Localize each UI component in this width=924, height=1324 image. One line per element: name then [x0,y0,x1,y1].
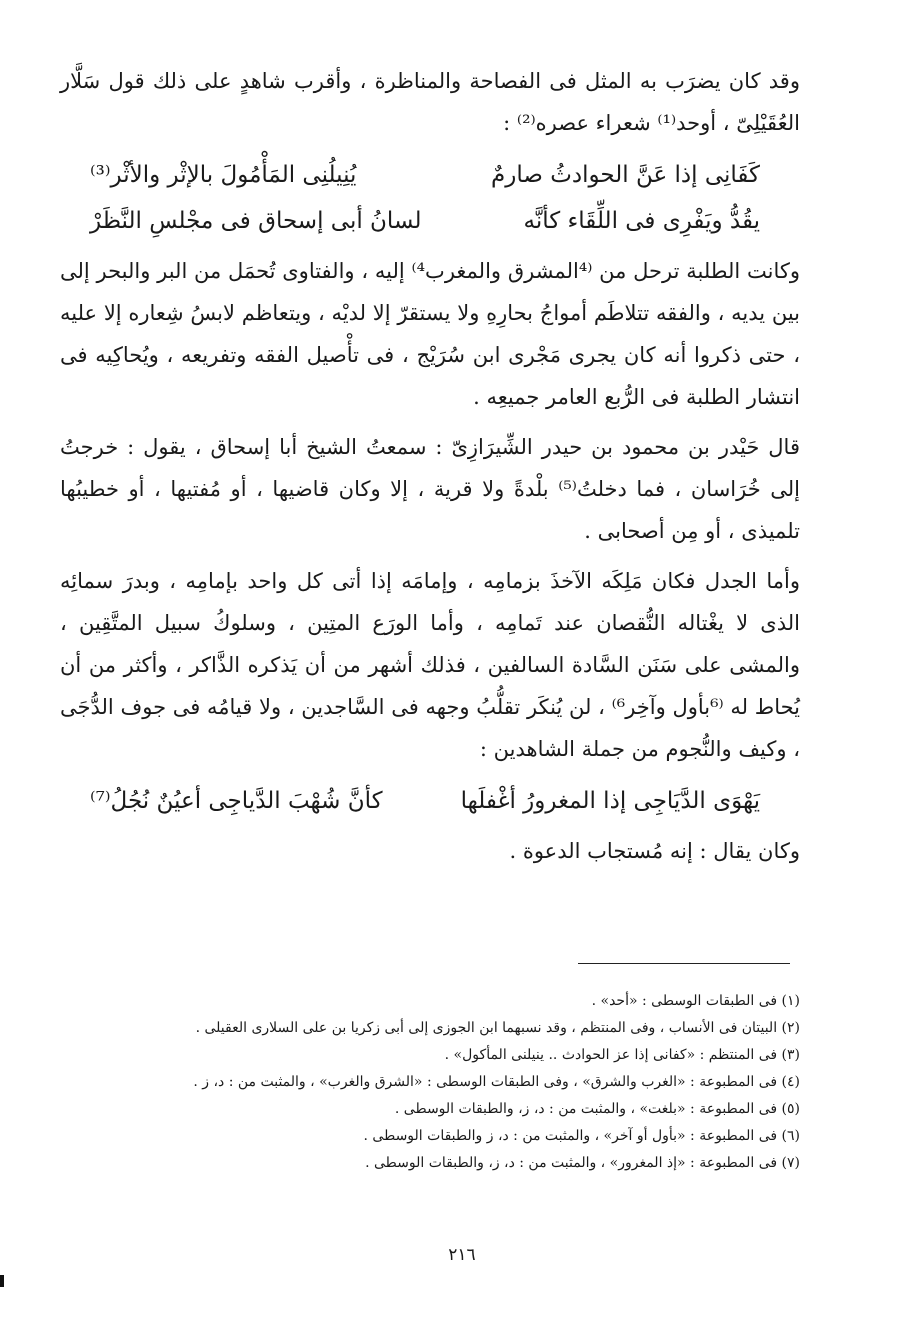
verse-hemistich-right: يقُدُّ ويَفْرِى فى اللِّقَاء كأنَّه [523,208,760,234]
verse-hemistich-right: يَهْوَى الدَّيَاجِى إذا المغرورُ أغْفلَها [460,788,760,814]
verse-line-2 [60,198,800,244]
paragraph-5: وكان يقال : إنه مُستجاب الدعوة . [509,839,800,863]
scan-mark [0,1275,4,1287]
footnote-4: (٤) فى المطبوعة : «الغرب والشرق» ، وفى الطبقات الوسطى : «الشرق والغرب» ، والمثبت من : د، ز . [193,1074,800,1090]
page-body [60,60,800,880]
footnote-5: (٥) فى المطبوعة : «بلغت» ، والمثبت من : د، ز، والطبقات الوسطى . [394,1101,800,1117]
footnote-divider [578,963,790,964]
page-number: ٢١٦ [448,1245,476,1265]
verse-hemistich-left: لسانُ أبى إسحاق فى مجْلسِ النَّظَرْ [90,208,422,234]
verse-hemistich-left: يُنِيلُنِى المَأْمُولَ بالإثْر والأثْر⁽³⁾ [90,162,357,188]
footnote-1: (١) فى الطبقات الوسطى : «أحد» . [591,993,800,1009]
verse-group-2 [60,778,800,824]
footnote-6: (٦) فى المطبوعة : «بأول أو آخر» ، والمثبت من : د، ز والطبقات الوسطى . [363,1128,800,1144]
footnote-2: (٢) البيتان فى الأنساب ، وفى المنتظم ، وقد نسبهما ابن الجوزى إلى أبى زكريا بن على السلارى العقيلى . [195,1020,800,1036]
verse-line-3 [60,778,800,824]
verse-group-1 [60,152,800,244]
verse-line-1 [60,152,800,198]
paragraph-2: وكانت الطلبة ترحل من ⁽⁴المشرق والمغرب⁴⁾ إليه ، والفتاوى تُحمَل من البر والبحر إلى بين يديه ، والفقه تتلاطَم أمواجُ بحارِهِ ولا يستقرّ إلا لديْه ، ويتعاظم لابسُ شِعاره إلا عليه ، حتى ذكروا أنه كان يجرى مَجْرى ابن سُرَيْج ، فى تأْصيل الفقه وتفريعه ، ويُحاكِيه فى انتشار الطلبة فى الرُّبع العامر جميعِه . [60,259,801,409]
footnotes [110,988,800,1177]
paragraph-4: وأما الجدل فكان مَلِكَه الآخذَ بزمامِه ، وإمامَه إذا أتى كل واحد بإمامِه ، وبدرَ سمائِه الذى لا يغْتاله النُّقصان عند تَمامِه ، وأما الورَع المتِين ، وسلوكُ سبيل المتَّقِين ، والمشى على سَنَن السَّادة السالفين ، فذلك أشهر من أن يَذكره الذَّاكر ، وأكثر من أن يُحاط له ⁽⁶بأول وآخِر⁶⁾ ، لن يُنكَر تقلُّبُ وجهه فى السَّاجدين ، ولا قيامُه فى جوف الدُّجَى ، وكيف والنُّجوم من جملة الشاهدين : [60,569,800,761]
verse-hemistich-left: كأنَّ شُهْبَ الدَّياجِى أعيُنٌ نُجُلُ⁽⁷⁾ [90,788,383,814]
footnote-7: (٧) فى المطبوعة : «إذ المغرور» ، والمثبت من : د، ز، والطبقات الوسطى . [365,1155,800,1171]
paragraph-3: قال حَيْدر بن محمود بن حيدر الشِّيرَازِىّ : سمعتُ الشيخ أبا إسحاق ، يقول : خرجتُ إلى خُرَاسان ، فما دخلتُ⁽⁵⁾ بلْدةً ولا قرية ، إلا وكان قاضيها ، أو مُفتيها ، أو خطيبُها تلميذى ، أو مِن أصحابى . [60,435,800,543]
paragraph-1: وقد كان يضرَب به المثل فى الفصاحة والمناظرة ، وأقرب شاهدٍ على ذلك قول سَلَّار العُقَيْلِىّ ، أوحد⁽¹⁾ شعراء عصره⁽²⁾ : [60,69,800,135]
verse-hemistich-right: كَفَانِى إذا عَنَّ الحوادثُ صارمٌ [491,162,760,188]
footnote-3: (٣) فى المنتظم : «كفانى إذا عز الحوادث .. ينيلنى المأكول» . [444,1047,800,1063]
